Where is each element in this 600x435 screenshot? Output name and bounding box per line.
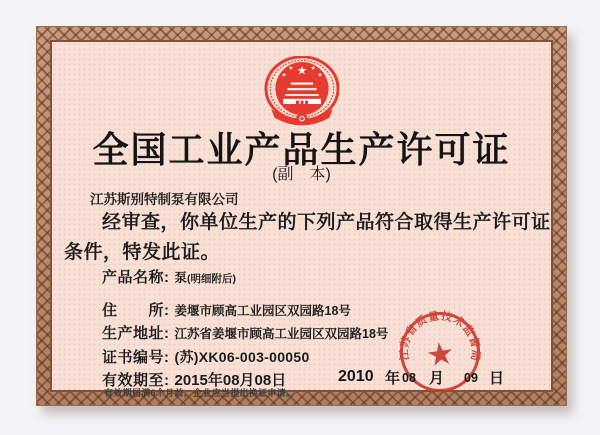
issue-year-unit: 年: [385, 370, 401, 387]
field-value: 泵: [174, 271, 188, 285]
china-national-emblem-icon: [256, 56, 348, 128]
certificate-subtitle: (副 本): [272, 166, 331, 183]
field-label: 住 所:: [102, 302, 170, 319]
issue-year: 2010: [338, 368, 374, 385]
body-text-line2: 条件，特发此证。: [64, 242, 221, 263]
issue-day-unit: 日: [489, 370, 505, 387]
field-value: 姜堰市顾高工业园区双园路18号: [174, 304, 351, 318]
field-row-product-name: [102, 266, 236, 287]
field-row-registered-address: [102, 299, 351, 320]
svg-text:江苏省质量技术监督局: [393, 305, 486, 374]
field-row-certificate-number: [102, 346, 310, 367]
field-value: (苏)XK06-003-00050: [174, 349, 310, 365]
field-value-suffix: (明细附后): [187, 273, 237, 285]
field-label: 有效期至:: [102, 372, 170, 389]
field-label: 证书编号:: [102, 349, 170, 366]
seal-text: 江苏省质量技术监督局: [398, 310, 482, 363]
issue-month: 08: [402, 371, 416, 385]
body-text-line1: 经审查，你单位生产的下列产品符合取得生产许可证: [102, 212, 551, 233]
field-row-production-address: [102, 322, 388, 343]
issue-day: 09: [464, 371, 478, 385]
certificate: [36, 26, 567, 406]
field-label: 生产地址:: [102, 325, 170, 342]
field-label: 产品名称:: [102, 269, 170, 286]
seal-star-icon: [427, 341, 454, 367]
field-value: 2015年08月08日: [174, 372, 287, 389]
issue-date: [338, 367, 550, 387]
certificate-paper: [50, 40, 553, 398]
renewal-note: 有效期届满6个月前，企业应当提出换证申请。: [104, 388, 296, 398]
certificate-title: 全国工业产品生产许可证: [92, 129, 511, 170]
company-name: 江苏斯别特制泵有限公司: [90, 192, 239, 207]
issue-month-unit: 月: [429, 370, 445, 387]
field-value: 江苏省姜堰市顾高工业园区双园路18号: [174, 327, 389, 341]
certificate-border: [36, 26, 567, 406]
